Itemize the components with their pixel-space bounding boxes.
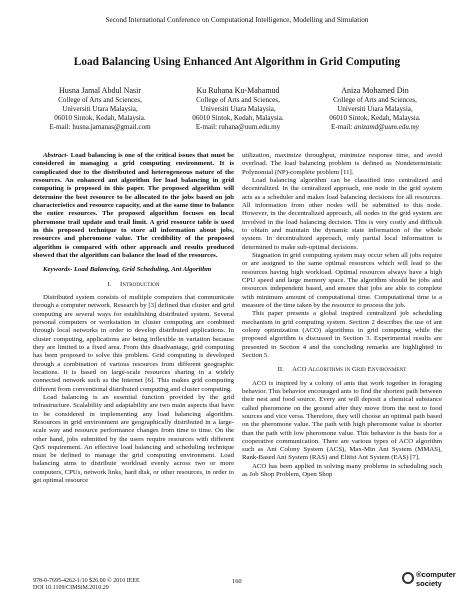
- section-heading-aco: II. ACO Algorithms in Grid Environment: [277, 366, 407, 374]
- conference-header: Second International Conference on Computational Intelligence, Modelling and Simulation: [105, 16, 369, 24]
- paragraph: Distributed system consists of multiple computers that communicate through a computer network. Research by [3] defined that cluster and grid computing are several ways for establishing distributed system. Several personal computers or workstation in cluster computing are combined through local networks in order to develop distributed applications. In cluster computing, applications are being inflexible in variation because they are limited to a fixed area. From this disadvantage, grid computing has been proposed to solve this problem. Grid computing is developed through a combination of various resources from different geographic locations. It is based on large-scale resources sharing in a widely connected network such as the Internet [6]. This makes grid computing different from conventional distributed computing and cluster computing.: [33, 293, 234, 393]
- logo-text-computer: computer: [421, 570, 456, 579]
- author-email: [300, 123, 450, 132]
- author-affiliation: Universiti Utara Malaysia,: [337, 104, 413, 113]
- logo-registered-mark: ®: [416, 570, 422, 579]
- author-block-1: [25, 86, 175, 132]
- paragraph: Load balancing is an essential function provided by the grid infrastructure. Scalability and adaptability are two main aspects that have to be considered in implementing any load balancing algorithm. Resources in grid environment are geographically distributed in a large-scale way and resource performance changes from time to time. On the other hand, jobs submitted by the users require resources with different QoS requirement. An effective load balancing and scheduling technique must be defined to manage the grid computing environment. Load balancing aims to distribute workload evenly across two or more computers, CPUs, network links, hard disk, or other resources, in order to get optimal resource: [33, 393, 234, 485]
- page-number: 160: [232, 578, 242, 585]
- author-name: Aniza Mohamed Din: [341, 86, 409, 95]
- paragraph: Load balancing algorithm can be classified into centralized and decentralized. In the centralized approach, one node in the grid system acts as a scheduler and makes load balancing decisions for all resources. All information from other nodes will be submitted to this node. However, in the decentralized approach, all nodes in the grid system are involved in the load balancing decision. This is very costly and difficult to obtain and maintain the dynamic state information of the whole system. In decentralized approach, only partial local information is determined to make sub-optimal decisions.: [242, 176, 442, 251]
- footer-doi: DOI 10.1109/CIMSiM.2010.29: [33, 585, 109, 592]
- footer-isbn: 978-0-7695-4262-1/10 $26.00 © 2010 IEEE: [33, 578, 140, 584]
- author-affiliation: Universiti Utara Malaysia,: [62, 104, 138, 113]
- paragraph: This paper presents a global inspired centralized job scheduling mechanism in grid computing system. Section 2 describes the use of ant colony optimization (ACO) algorithms in grid computing while the proposed algorithm is discussed in Section 3. Experimental results are presented in Section 4 and the concluding remarks are highlighted in Section 5.: [242, 310, 442, 359]
- paragraph: ACO is inspired by a colony of ants that work together in foraging behavior. This behavior encouraged ants to find the shortest path between their nest and food source. Every ant will deposit a chemical substance called pheromone on the ground after they move from the nest to food sources and vice versa. Therefore, they will choose an optimal path based on the pheromone value. The path with high pheromone value is shorter than the path with low pheromone value. This behavior is the basis for a cooperative communication. There are various types of ACO algorithm such as Ant Colony System (ACS), Max-Min Ant System (MMAS), Rank-Based Ant System (RAS) and Elitist Ant System (EAS) [7].: [242, 379, 442, 462]
- author-block-2: [163, 86, 313, 132]
- author-affiliation: Universiti Utara Malaysia,: [200, 104, 276, 113]
- abstract-label: Abstract-: [43, 152, 69, 159]
- author-name: Ku Ruhana Ku-Mahamud: [196, 86, 280, 95]
- abstract: [33, 152, 234, 260]
- author-address: 06010 Sintok, Kedah, Malaysia.: [192, 113, 284, 122]
- keywords-label: Keywords-: [43, 266, 73, 274]
- author-affiliation: College of Arts and Sciences,: [333, 96, 417, 104]
- paragraph: ACO has been applied in solving many problems in scheduling such as Job Shop Problem, Open Shop: [242, 462, 442, 479]
- paper-title: Load Balancing Using Enhanced Ant Algorithm in Grid Computing: [73, 56, 401, 68]
- paragraph: utilization, maximize throughput, minimize response time, and avoid overload. The load balancing problem is defined as Nondeterministic Polynomial (NP)-complete problem [11].: [242, 152, 442, 176]
- logo-text-society: society: [416, 579, 442, 588]
- author-address: 06010 Sintok, Kedah, Malaysia.: [329, 113, 421, 122]
- keywords: [33, 266, 234, 274]
- section-heading-introduction: I. Introduction: [107, 280, 160, 288]
- author-email-prefix: E-mail:: [331, 122, 355, 131]
- author-name: Husna Jamal Abdul Nasir: [59, 86, 141, 95]
- author-email: E-mail: ruhana@uum.edu.my: [195, 122, 281, 131]
- left-column: [33, 152, 234, 485]
- author-affiliation: College of Arts and Sciences,: [58, 96, 142, 104]
- author-email-address: anizamd@uum.edu.my: [354, 122, 419, 131]
- abstract-text: Load balancing is one of the critical issues that must be considered in managing a grid computing environment. It is complicated due to the distributed and heterogeneous nature of the resources. An enhanced ant algorithm for load balancing in grid computing is proposed in this paper. The proposed algorithm will determine the best resource to be allocated to the jobs based on job characteristics and resource capacity, and at the same time to balance the entire resources. The proposed algorithm focuses on local pheromone trail update and trail limit. A grid resource table is used in this proposed technique to store all information about jobs, resources and pheromone value. The credibility of the proposed algorithm is compared with other approach and results produced showed that the algorithm can balance the load of the resources.: [33, 152, 234, 259]
- author-address: 06010 Sintok, Kedah, Malaysia.: [54, 113, 146, 122]
- computer-society-logo: [402, 568, 456, 598]
- author-affiliation: College of Arts and Sciences,: [196, 96, 280, 104]
- author-block-3: [300, 86, 450, 132]
- right-column: [242, 152, 442, 479]
- author-email: E-mail: husna.jamanas@gmail.com: [49, 122, 151, 131]
- keywords-text: Load Balancing, Grid Scheduling, Ant Algorithm: [72, 266, 212, 274]
- footer-identifiers: [33, 578, 140, 593]
- society-emblem-icon: [402, 572, 414, 584]
- paragraph: Stagnation in grid computing system may occur when all jobs require or are assigned to the same optimal resources which will lead to the resources having high workload. Optimal resources always have a high CPU speed and large memory space. The algorithm should be jobs and resources independent based, and ensure that jobs are able to complete with minimum amount of computational time. Computational time is a measure of the time taken by the resource to process the job.: [242, 251, 442, 309]
